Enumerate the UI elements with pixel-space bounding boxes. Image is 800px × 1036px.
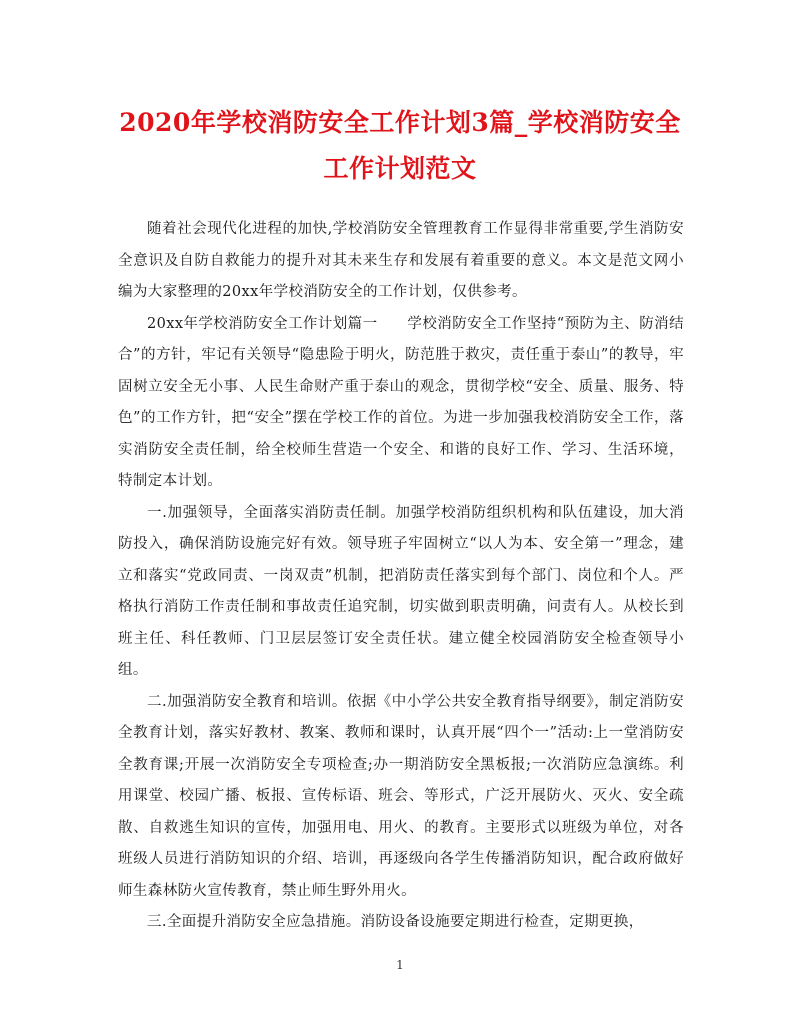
section-two-paragraph: 二.加强消防安全教育和培训。依据《中小学公共安全教育指导纲要》，制定消防安全教育计划，落实好教材、教案、教师和课时，认真开展“四个一”活动:上一堂消防安全教育课;开展一次消防安全专项检查;办一期消防安全黑板报;一次消防应急演练。利用课堂、校园广播、板报、宣传标语、班会、等形式，广泛开展防火、灭火、安全疏散、自救逃生知识的宣传，加强用电、用火、的教育。主要形式以班级为单位，对各班级人员进行消防知识的介绍、培训，再逐级向各学生传播消防知识，配合政府做好师生森林防火宣传教育，禁止师生野外用火。 bbox=[118, 693, 684, 899]
plan-one-paragraph: 20xx年学校消防安全工作计划篇一 学校消防安全工作坚持“预防为主、防消结合”的方针，牢记有关领导“隐患险于明火，防范胜于救灾，责任重于泰山”的教导，牢固树立安全无小事、人民生命财产重于泰山的观念，贯彻学校“安全、质量、服务、特色”的工作方针，把“安全”摆在学校工作的首位。为进一步加强我校消防安全工作，落实消防安全责任制，给全校师生营造一个安全、和谐的良好工作、学习、生活环境，特制定本计划。 bbox=[118, 315, 684, 489]
section-one-paragraph: 一.加强领导，全面落实消防责任制。加强学校消防组织机构和队伍建设，加大消防投入，确保消防设施完好有效。领导班子牢固树立“以人为本、安全第一”理念，建立和落实“党政同责、一岗双责”机制，把消防责任落实到每个部门、岗位和个人。严格执行消防工作责任制和事故责任追究制，切实做到职责明确，问责有人。从校长到班主任、科任教师、门卫层层签订安全责任状。建立健全校园消防安全检查领导小组。 bbox=[118, 504, 684, 678]
section-three-paragraph: 三.全面提升消防安全应急措施。消防设备设施要定期进行检查，定期更换， bbox=[147, 914, 644, 930]
document-body bbox=[118, 214, 684, 939]
page-number: 1 bbox=[396, 958, 404, 972]
document-title: 2020年学校消防安全工作计划3篇_学校消防安全工作计划范文 bbox=[119, 108, 681, 183]
intro-paragraph: 随着社会现代化进程的加快,学校消防安全管理教育工作显得非常重要,学生消防安全意识及自防自救能力的提升对其未来生存和发展有着重要的意义。本文是范文网小编为大家整理的20xx年学校消防安全的工作计划，仅供参考。 bbox=[118, 221, 684, 300]
